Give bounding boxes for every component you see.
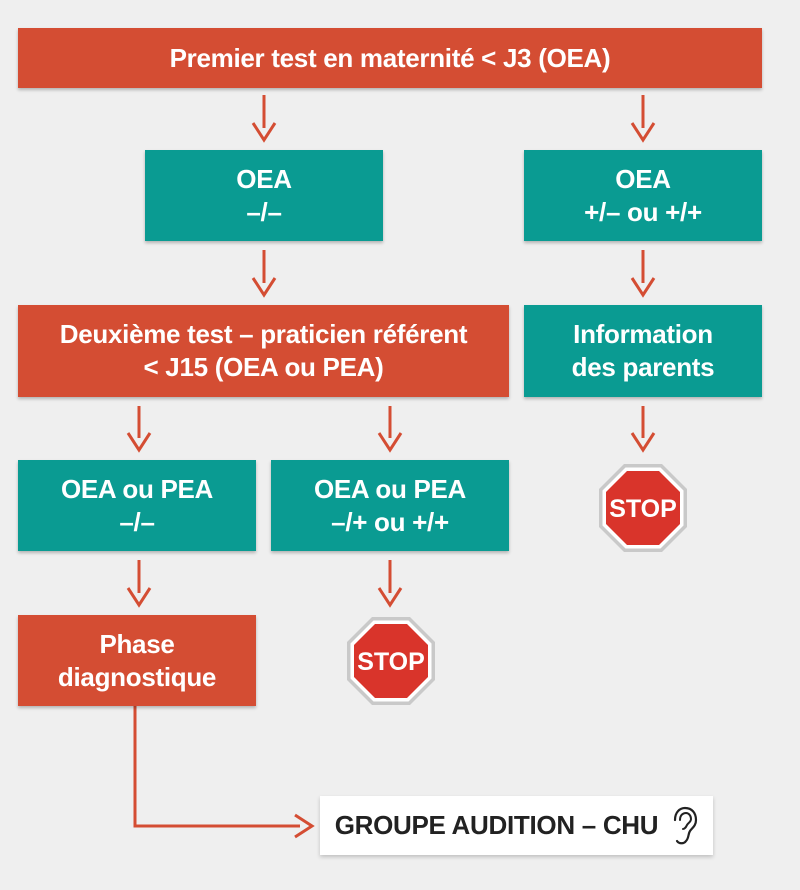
- oea-pea-negative-label: OEA ou PEA: [60, 473, 214, 504]
- oea-positive-box: [524, 150, 762, 241]
- second-test-deadline: < J15 (OEA ou PEA): [143, 352, 384, 382]
- oea-pea-positive-label: OEA ou PEA: [313, 473, 467, 504]
- groupe-audition-label-box: [320, 796, 713, 855]
- arrow-top-to-oea-neg: [253, 95, 275, 140]
- oea-positive-label: OEA: [615, 163, 671, 194]
- arrow-top-to-oea-pos: [632, 95, 654, 140]
- arrow-second-test-to-oea-pea-neg: [128, 406, 150, 450]
- oea-pea-positive-box: [271, 460, 509, 551]
- oea-pea-negative-result: –/–: [119, 506, 155, 537]
- phase-diagnostique-line2: diagnostique: [57, 661, 217, 692]
- oea-negative-label: OEA: [236, 163, 292, 194]
- ear-icon: [668, 806, 698, 846]
- first-test-label: Premier test en maternité < J3 (OEA): [169, 42, 611, 73]
- phase-diagnostique-line1: Phase: [99, 628, 175, 659]
- oea-pea-positive-result: –/+ ou +/+: [331, 506, 449, 537]
- second-test-box: [18, 305, 509, 397]
- info-parents-line2: des parents: [571, 352, 715, 382]
- arrow-oea-neg-to-second-test: [253, 250, 275, 295]
- first-test-box: [18, 28, 762, 88]
- second-test-label: Deuxième test – praticien référent: [59, 319, 468, 349]
- arrow-info-parents-to-stop: [632, 406, 654, 450]
- arrow-oea-pea-pos-to-stop: [379, 560, 401, 605]
- oea-negative-box: [145, 150, 383, 241]
- oea-pea-negative-box: [18, 460, 256, 551]
- arrow-phase-to-groupe: [135, 706, 312, 837]
- info-parents-line1: Information: [573, 319, 713, 349]
- info-parents-box: [524, 305, 762, 397]
- stop-sign-icon: [345, 615, 437, 707]
- oea-positive-result: +/– ou +/+: [584, 196, 702, 227]
- oea-negative-result: –/–: [246, 196, 282, 227]
- phase-diagnostique-box: [18, 615, 256, 706]
- stop-sign-label: STOP: [609, 495, 677, 523]
- stop-sign-label: STOP: [357, 648, 425, 676]
- arrow-oea-pea-neg-to-phase: [128, 560, 150, 605]
- arrow-oea-pos-to-info-parents: [632, 250, 654, 295]
- arrow-second-test-to-oea-pea-pos: [379, 406, 401, 450]
- stop-sign-icon: [597, 462, 689, 554]
- groupe-audition-label: GROUPE AUDITION – CHU: [334, 810, 659, 840]
